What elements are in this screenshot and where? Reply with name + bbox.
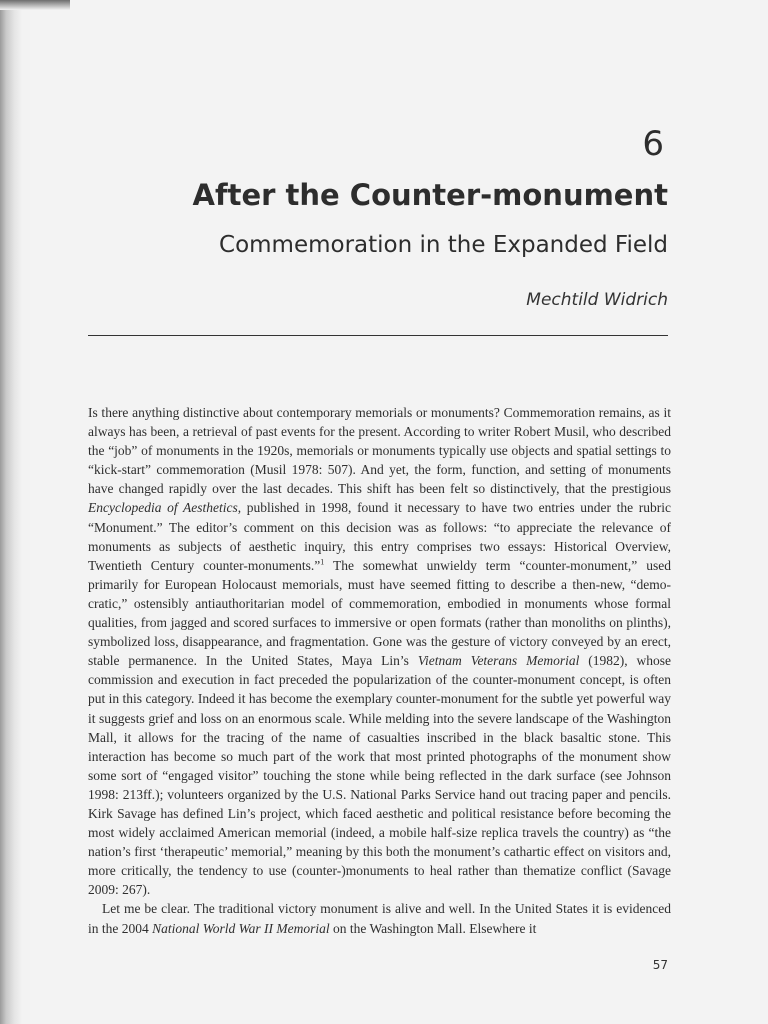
chapter-title: After the Counter-monument <box>192 178 668 212</box>
text-run: Is there anything distinctive about contemporary memorials or monuments? Commemoration remains, as it always has been, a retrieval of past events for the present. According to writer Robert Musil, who described the “job” of monuments in the 1920s, memorials or monuments typically use objects and spatial settings to “kick-start” commemoration (Musil 1978: 507). And yet, the form, function, and setting of monuments have changed rapidly over the last decades. This shift has been felt so distinctively, that the prestigious <box>88 405 671 497</box>
text-run: , published in 1998, found it necessary to have two entries under the rubric “Monument.” The editor’s comment on this decision was as follows: “to appreciate the relevance of monuments as subjects of aesthetic inquiry, this entry comprises two essays: Historical Overview, Twentieth Century counter-monuments.” <box>88 500 671 573</box>
paragraph-2 <box>88 899 671 937</box>
footnote-marker: 1 <box>320 557 325 567</box>
chapter-number: 6 <box>642 124 664 164</box>
page-number: 57 <box>652 958 668 972</box>
scan-corner-shadow <box>0 0 70 10</box>
body-text <box>88 403 671 938</box>
text-run: (1982), whose commission and execution in fact preceded the popularization of the counter-monument concept, is often put in this category. Indeed it has become the exemplary counter-monument for the subtle yet powerful way it suggests grief and loss on an enormous scale. While melding into the severe landscape of the Washington Mall, it allows for the tracing of the name of casualties inscribed in the black basaltic stone. This interaction has become so much part of the work that most printed photographs of the monument show some sort of “engaged visitor” touching the stone while being reflected in the dark surface (see Johnson 1998: 213ff.); volunteers organized by the U.S. National Parks Service hand out tracing paper and pencils. Kirk Savage has defined Lin’s project, which faced aesthetic and political resistance before becoming the most widely acclaimed American memorial (indeed, a mobile half-size replica travels the country) as “the nation’s first ‘therapeutic’ memorial,” meaning by this both the monument’s cathartic effect on visitors and, more critically, the tendency to use (counter-)monuments to heal rather than thematize conflict (Savage 2009: 267). <box>88 653 671 898</box>
paragraph-1 <box>88 403 671 899</box>
italic-title: National World War II Memorial <box>152 920 330 936</box>
title-divider <box>88 335 668 336</box>
italic-title: Vietnam Veterans Memorial <box>417 653 580 669</box>
author-name: Mechtild Widrich <box>526 290 668 310</box>
text-run: The somewhat unwieldy term “counter-monument,” used primarily for European Holocaust memorials, must have seemed fitting to describe a then-new, “demo-cratic,” ostensibly antiauthoritarian model of commemoration, embodied in monuments whose formal qualities, from jagged and scored surfaces to immersive or open formats (rather than monoliths on plinths), symbolized loss, disappearance, and fragmentation. Gone was the gesture of victory conveyed by an erect, stable permanence. In the United States, Maya Lin’s <box>88 557 671 669</box>
italic-title: Encyclopedia of Aesthetics <box>88 500 238 516</box>
text-run: on the Washington Mall. Elsewhere it <box>329 920 537 936</box>
chapter-subtitle: Commemoration in the Expanded Field <box>219 232 668 258</box>
text-run: Let me be clear. The traditional victory monument is alive and well. In the United States it is evidenced in the 2004 <box>88 901 671 936</box>
page-binding-shadow <box>0 0 22 1024</box>
